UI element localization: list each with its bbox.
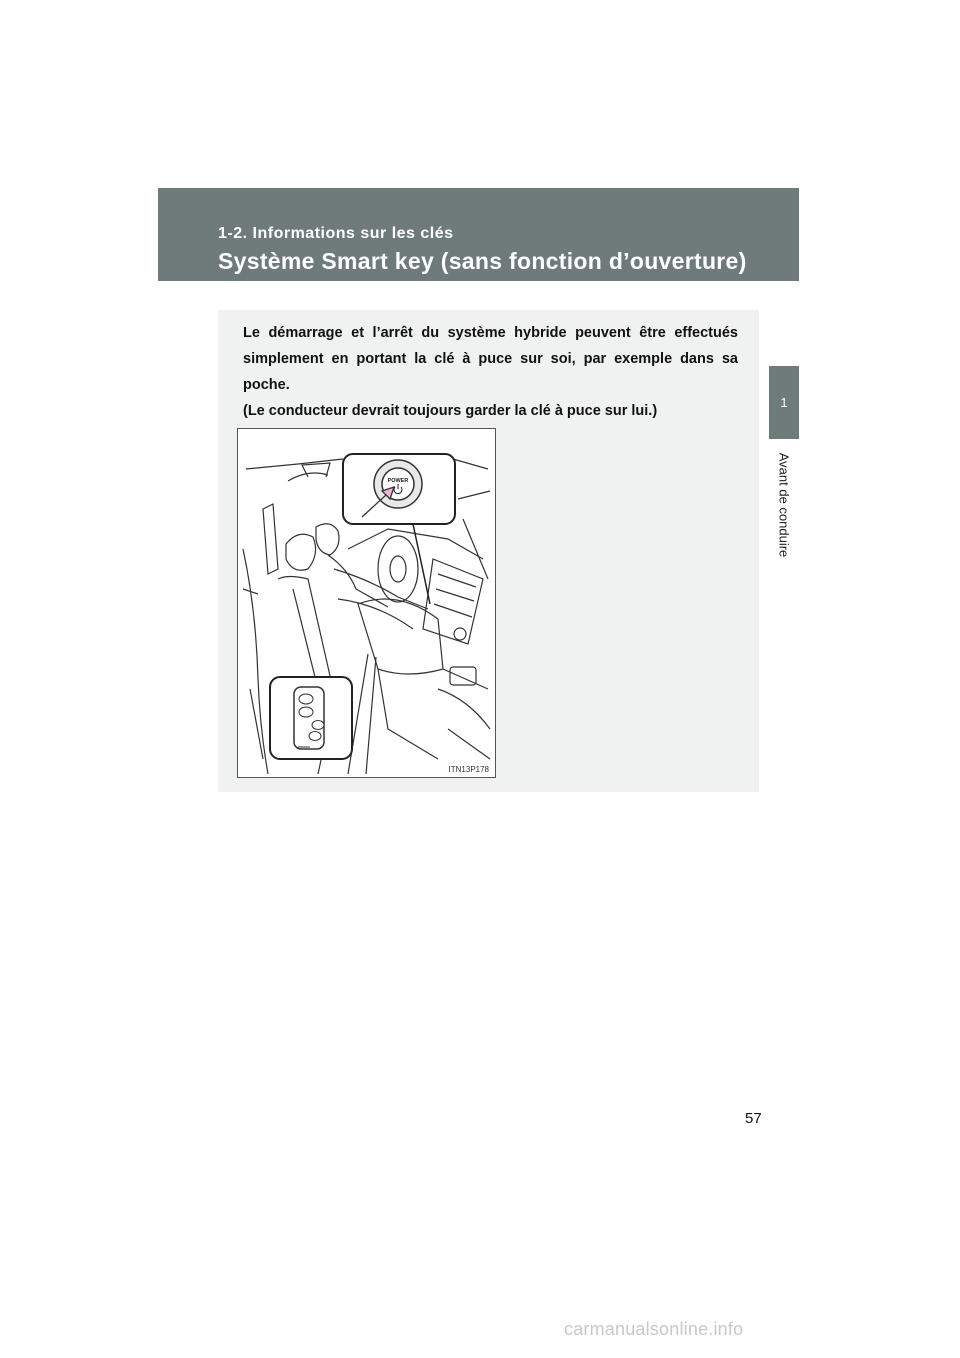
intro-text (243, 320, 738, 424)
power-switch-label: POWER (387, 478, 409, 484)
page-header (158, 188, 799, 281)
page-number: 57 (745, 1110, 762, 1127)
intro-note: (Le conducteur devrait toujours garder la clé à puce sur lui.) (243, 403, 658, 419)
section-title: 1-2. Informations sur les clés (218, 225, 454, 242)
watermark: carmanualsonline.info (564, 1319, 744, 1339)
smart-key-illustration (237, 428, 496, 778)
page-title: Système Smart key (sans fonction d’ouverture) (218, 248, 747, 274)
car-interior-drawing (238, 429, 495, 777)
figure-code: ITN13P178 (448, 765, 489, 774)
chapter-label: Avant de conduire (776, 452, 792, 558)
chapter-tab: 1 (769, 366, 799, 439)
content-box (218, 310, 759, 792)
intro-paragraph: Le démarrage et l’arrêt du système hybride peuvent être effectués simplement en portant la clé à puce sur soi, par exemple dans sa poche. (243, 325, 738, 393)
